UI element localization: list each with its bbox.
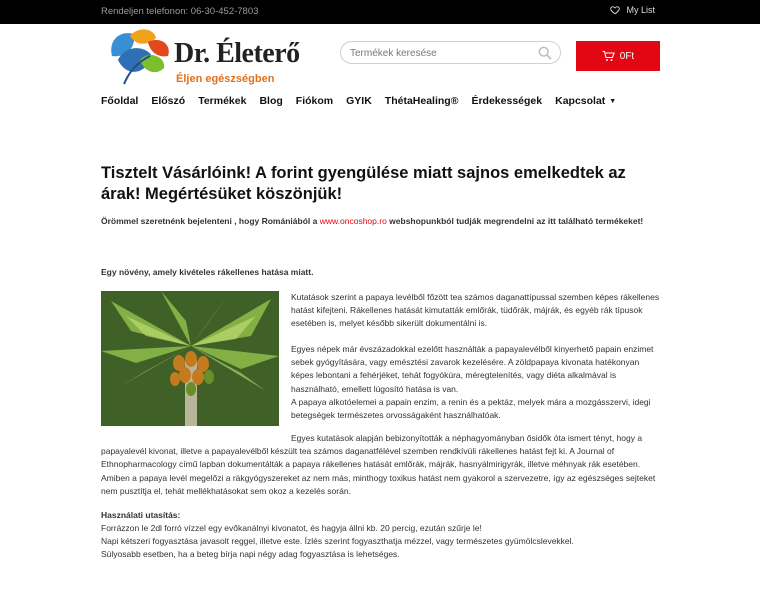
cart-button[interactable] xyxy=(576,41,660,71)
side-effects-text: Amiben a papaya levél megelőzi a rákgyógyszereket az nem más, minthogy toxikus hatást nem gyakorol a szervezetre, így az egészséges sejteket nem pusztítja el, tehát mellékhatásokat sem okoz a kezelés során. xyxy=(101,472,656,496)
site-logo[interactable] xyxy=(104,26,320,88)
top-bar xyxy=(0,0,760,24)
history-text: Egyes népek már évszázadokkal ezelőtt használták a papayalevélből kinyerhető papain enzimet sebek gyógyítására, vagy emésztési zavarok kezelésére. A zöldpapaya kivonata hatékonyan képes lebontani a fehérjéket, tehát fogyókúra, méregtelenítés, vagy diéta alkalmával is használható, emellett lúgosító hatása is van. xyxy=(291,344,654,394)
history-paragraph xyxy=(291,343,661,422)
announcement-text-after: webshopunkból tudják megrendelni az itt található termékeket! xyxy=(386,216,644,226)
logo-title: Dr. Életerő xyxy=(174,38,300,69)
usage-line: Napi kétszeri fogyasztása javasolt reggel, illetve este. Ízlés szerint fogyaszthatja mézzel, vagy természetes gyümölcslevekkel. xyxy=(101,536,574,547)
intro-paragraph: Kutatások szerint a papaya levélből főzött tea számos daganattípussal szemben képes rákellenes hatást kifejteni. Rákellenes hatását kimutatták emlőrák, tüdőrák, májrák, és egyéb rák típusok esetében is, melyet később sikerült dokumentálni is. xyxy=(291,292,660,329)
usage-instructions xyxy=(101,522,661,562)
usage-line: Forrázzon le 2dl forró vízzel egy evőkanálnyi kivonatot, és hagyja állni kb. 20 percig, ezután szűrje le! xyxy=(101,523,482,533)
nav-item-eloszo[interactable]: Előszó xyxy=(151,95,186,107)
search-icon[interactable] xyxy=(537,45,553,61)
announcement xyxy=(101,216,643,226)
nav-item-kapcsolat[interactable] xyxy=(555,95,616,107)
nav-item-thetahealing[interactable]: ThétaHealing® xyxy=(384,95,459,107)
papaya-tree-image xyxy=(101,291,279,426)
main-nav xyxy=(101,95,629,107)
components-text: A papaya alkotóelemei a papain enzim, a renin és a pektáz, melyek mára a mozgásszervi, idegi betegségek természetes orvosságaként használhatóak. xyxy=(291,396,651,421)
heart-icon xyxy=(610,5,620,15)
my-list-label: My List xyxy=(626,5,655,15)
nav-item-fooldal[interactable]: Főoldal xyxy=(101,95,139,107)
announcement-text-before: Örömmel szeretnénk bejelenteni , hogy Romániából a xyxy=(101,216,320,226)
leaves-logo-icon xyxy=(104,26,174,88)
usage-line: Súlyosabb esetben, ha a beteg bírja napi négy adag fogyasztása is lehetséges. xyxy=(101,549,400,560)
page-headline: Tisztelt Vásárlóink! A forint gyengülése miatt sajnos emelkedtek az árak! Megértésüket köszönjük! xyxy=(101,164,626,203)
search-box xyxy=(340,41,561,64)
nav-item-erdekessegek[interactable]: Érdekességek xyxy=(471,95,543,107)
papaya-tree-illustration xyxy=(101,291,279,426)
phone-number[interactable]: Rendeljen telefonon: 06-30-452-7803 xyxy=(101,6,259,17)
nav-item-fiokom[interactable]: Fiókom xyxy=(295,95,334,107)
usage-heading: Használati utasítás: xyxy=(101,510,181,520)
nav-item-gyik[interactable]: GYIK xyxy=(346,95,372,107)
my-list-link[interactable] xyxy=(610,5,655,15)
logo-subtitle: Éljen egészségben xyxy=(176,73,275,85)
oncoshop-link[interactable]: www.oncoshop.ro xyxy=(319,216,387,226)
nav-item-kapcsolat-label: Kapcsolat xyxy=(555,95,606,107)
chevron-down-icon: ▼ xyxy=(609,97,617,105)
cart-icon xyxy=(602,50,615,62)
nav-item-termekek[interactable]: Termékek xyxy=(198,95,247,107)
nav-item-blog[interactable]: Blog xyxy=(259,95,283,107)
research-paragraph xyxy=(101,432,661,498)
section-subheading: Egy növény, amely kivételes rákellenes hatása miatt. xyxy=(101,267,314,277)
research-text: Egyes kutatások alapján bebizonyították a néphagyományban ősidők óta ismert tényt, hogy a papayalevél kivonat, illetve a papayalevélből készült tea számos daganatfélével szemben rendkívüli rákellenes hatást fejt ki. A Journal of Ethnopharmacology című lapban dokumentálták a papaya rákellenes hatását emlőrák, májrák, hasnyálmirigyrák, illetve méhnyak rák esetében. xyxy=(101,433,643,470)
search-input[interactable] xyxy=(350,45,530,61)
cart-amount: 0Ft xyxy=(619,50,635,62)
